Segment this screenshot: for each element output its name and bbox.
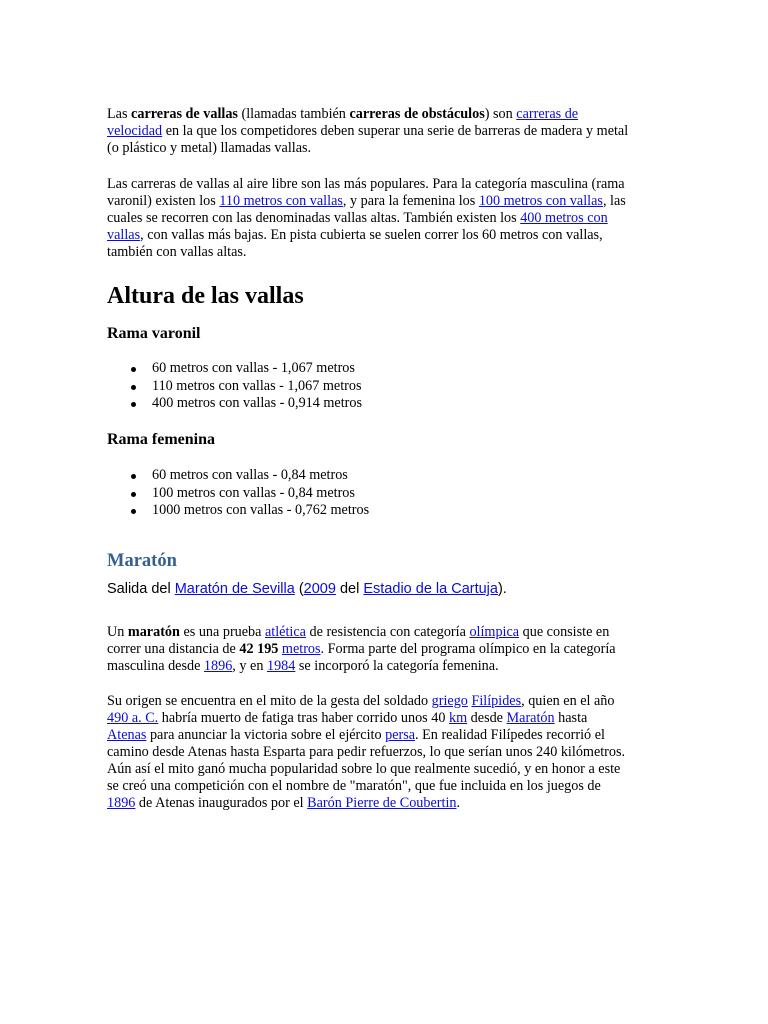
list-item: 1000 metros con vallas - 0,762 metros bbox=[107, 502, 647, 520]
link-filipides[interactable]: Filípides bbox=[471, 693, 522, 709]
text: ( bbox=[294, 581, 304, 597]
text: correr una distancia de bbox=[107, 641, 240, 657]
link-400-metros-vallas[interactable]: 400 metros con bbox=[520, 210, 608, 226]
text: cuales se recorren con las denominadas vallas altas. También existen los bbox=[107, 210, 521, 226]
text: ) son bbox=[484, 106, 517, 122]
link-metros[interactable]: metros bbox=[281, 641, 321, 657]
text: . En realidad Filípedes recorrió el bbox=[415, 727, 605, 743]
paragraph-carreras-aire-libre bbox=[107, 176, 647, 261]
list-item: 400 metros con vallas - 0,914 metros bbox=[107, 395, 647, 413]
bold-term: carreras de vallas bbox=[131, 106, 238, 122]
text: . bbox=[456, 795, 461, 811]
text: , y en bbox=[232, 658, 267, 674]
link-490-ac[interactable]: 490 a. C. bbox=[107, 710, 159, 726]
link-1896[interactable]: 1896 bbox=[203, 658, 233, 674]
link-persa[interactable]: persa bbox=[385, 727, 416, 743]
text: se incorporó la categoría femenina. bbox=[295, 658, 499, 674]
text: Aún así el mito ganó mucha popularidad sobre lo que realmente sucedió, y en honor a este bbox=[107, 761, 621, 777]
paragraph-maraton-origen bbox=[107, 693, 647, 812]
text: de resistencia con categoría bbox=[305, 624, 470, 640]
link-400-metros-vallas[interactable]: vallas bbox=[107, 227, 141, 243]
subheading-rama-varonil: Rama varonil bbox=[107, 325, 201, 342]
list-item: 100 metros con vallas - 0,84 metros bbox=[107, 485, 647, 503]
link-maraton[interactable]: Maratón bbox=[506, 710, 555, 726]
text: para anunciar la victoria sobre el ejército bbox=[146, 727, 386, 743]
paragraph-carreras-intro bbox=[107, 106, 647, 157]
paragraph-maraton-definicion bbox=[107, 624, 647, 675]
heading-altura-vallas: Altura de las vallas bbox=[107, 283, 304, 309]
link-100-metros-vallas[interactable]: 100 metros con vallas bbox=[478, 193, 603, 209]
text: camino desde Atenas hasta Esparta para pedir refuerzos, lo que serían unos 240 kilómetros. bbox=[107, 744, 626, 760]
link-atletica[interactable]: atlética bbox=[265, 624, 306, 640]
list-item: 60 metros con vallas - 1,067 metros bbox=[107, 360, 647, 378]
text: Las carreras de vallas al aire libre son las más populares. Para la categoría masculina (rama bbox=[107, 176, 625, 192]
text: que consiste en bbox=[519, 624, 610, 640]
text: . Forma parte del programa olímpico en la categoría bbox=[320, 641, 616, 657]
link-carreras-de-velocidad[interactable]: velocidad bbox=[107, 123, 163, 139]
text: Un bbox=[107, 624, 128, 640]
text: de Atenas inaugurados por el bbox=[135, 795, 308, 811]
link-1896-juegos[interactable]: 1896 bbox=[107, 795, 136, 811]
text: habría muerto de fatiga tras haber corrido unos 40 bbox=[158, 710, 449, 726]
text: varonil) existen los bbox=[107, 193, 220, 209]
text: masculina desde bbox=[107, 658, 204, 674]
list-item: 110 metros con vallas - 1,067 metros bbox=[107, 378, 647, 396]
link-110-metros-vallas[interactable]: 110 metros con vallas bbox=[219, 193, 343, 209]
link-km[interactable]: km bbox=[448, 710, 468, 726]
text: desde bbox=[467, 710, 507, 726]
text: es una prueba bbox=[179, 624, 265, 640]
link-griego[interactable]: griego bbox=[431, 693, 468, 709]
link-estadio-cartuja[interactable]: Estadio de la Cartuja bbox=[363, 581, 498, 597]
text: se creó una competición con el nombre de "maratón", que fue incluida en los juegos de bbox=[107, 778, 601, 794]
link-carreras-de-velocidad[interactable]: carreras de bbox=[516, 106, 579, 122]
text: del bbox=[335, 581, 364, 597]
bold-term: maratón bbox=[127, 624, 180, 640]
text: , y para la femenina los bbox=[342, 193, 479, 209]
link-atenas[interactable]: Atenas bbox=[107, 727, 147, 743]
link-maraton-de-sevilla[interactable]: Maratón de Sevilla bbox=[174, 581, 295, 597]
text: Salida del bbox=[107, 581, 175, 597]
text: Su origen se encuentra en el mito de la gesta del soldado bbox=[107, 693, 432, 709]
bold-term: carreras de obstáculos bbox=[349, 106, 485, 122]
text: también con vallas altas. bbox=[107, 244, 247, 260]
text: hasta bbox=[554, 710, 588, 726]
text: Las bbox=[107, 106, 132, 122]
link-baron-coubertin[interactable]: Barón Pierre de Coubertin bbox=[307, 795, 457, 811]
text: , quien en el año bbox=[521, 693, 615, 709]
list-rama-varonil bbox=[107, 360, 647, 413]
list-item: 60 metros con vallas - 0,84 metros bbox=[107, 467, 647, 485]
text: (llamadas también bbox=[237, 106, 350, 122]
text: , las bbox=[602, 193, 626, 209]
subheading-rama-femenina: Rama femenina bbox=[107, 431, 215, 448]
heading-maraton: Maratón bbox=[107, 551, 177, 571]
link-2009[interactable]: 2009 bbox=[303, 581, 336, 597]
image-caption bbox=[107, 580, 647, 598]
link-1984[interactable]: 1984 bbox=[266, 658, 296, 674]
bold-term: 42 195 bbox=[239, 641, 279, 657]
link-olimpica[interactable]: olímpica bbox=[469, 624, 520, 640]
text: en la que los competidores deben superar una serie de barreras de madera y metal bbox=[162, 123, 629, 139]
text: ). bbox=[497, 581, 507, 597]
list-rama-femenina bbox=[107, 467, 647, 520]
text: , con vallas más bajas. En pista cubierta se suelen correr los 60 metros con vallas, bbox=[140, 227, 603, 243]
text: (o plástico y metal) llamadas vallas. bbox=[107, 140, 312, 156]
